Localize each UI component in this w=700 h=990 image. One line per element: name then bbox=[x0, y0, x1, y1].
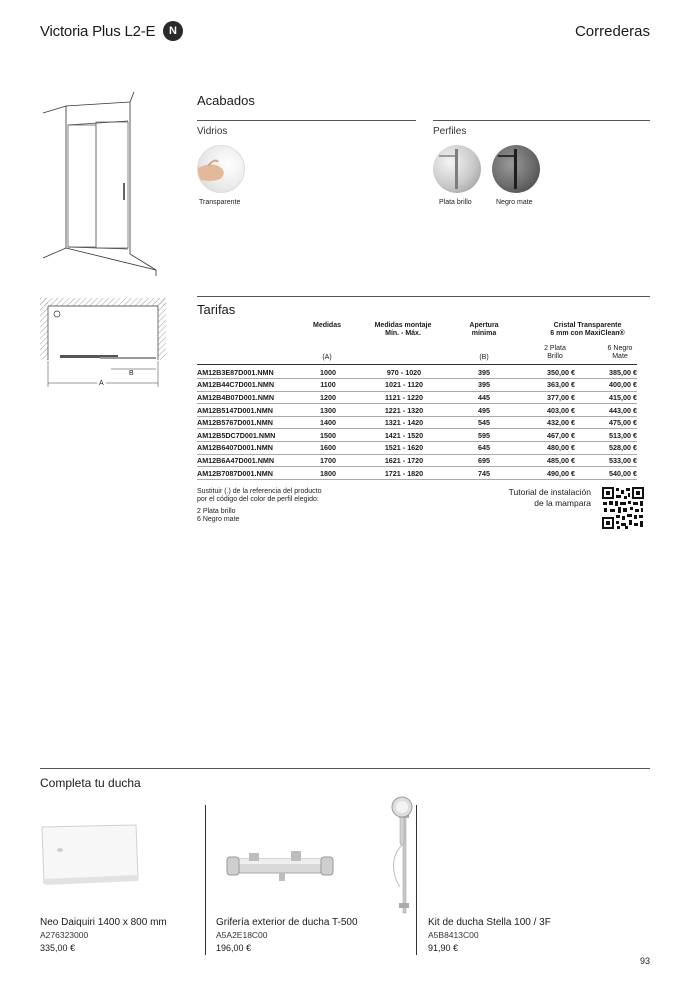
cell-ref: AM12B5DC7D001.NMN bbox=[197, 429, 297, 442]
cell-montaje: 1621 - 1720 bbox=[359, 454, 449, 467]
header-montaje: Medidas montaje bbox=[374, 322, 432, 329]
profile-plata-icon bbox=[433, 145, 481, 193]
cell-plata: 377,00 € bbox=[519, 391, 577, 404]
completa-title: Completa tu ducha bbox=[40, 776, 141, 790]
cell-ref: AM12B6407D001.NMN bbox=[197, 442, 297, 455]
table-row bbox=[197, 467, 637, 480]
cell-ref: AM12B44C7D001.NMN bbox=[197, 379, 297, 392]
header-plata-2: Brillo bbox=[547, 353, 563, 360]
cell-negro: 540,00 € bbox=[577, 467, 637, 480]
product-2-name: Grifería exterior de ducha T-500 bbox=[216, 917, 358, 928]
dimension-b-label: B bbox=[129, 370, 134, 377]
cell-medida: 1800 bbox=[297, 467, 359, 480]
header-negro-2: Mate bbox=[612, 353, 628, 360]
cell-apertura: 545 bbox=[449, 416, 519, 429]
tarifas-title: Tarifas bbox=[197, 302, 236, 317]
profile-negro-icon bbox=[492, 145, 540, 193]
header-apertura: Apertura bbox=[469, 322, 499, 329]
header-montaje-sub: Mín. - Máx. bbox=[385, 330, 421, 337]
cell-montaje: 1121 - 1220 bbox=[359, 391, 449, 404]
cell-ref: AM12B5147D001.NMN bbox=[197, 404, 297, 417]
product-1-price: 335,00 € bbox=[40, 943, 76, 953]
cell-apertura: 695 bbox=[449, 454, 519, 467]
tarifas-table bbox=[197, 366, 637, 480]
note-line-1: Sustituir (.) de la referencia del producto bbox=[197, 488, 322, 495]
note-option-1: 2 Plata brillo bbox=[197, 508, 236, 515]
acabados-rule-right bbox=[433, 120, 650, 121]
table-row bbox=[197, 391, 637, 404]
table-row bbox=[197, 416, 637, 429]
table-header-rule bbox=[197, 364, 637, 365]
product-3-code: A5B8413C00 bbox=[428, 930, 479, 940]
cell-montaje: 1521 - 1620 bbox=[359, 442, 449, 455]
table-row bbox=[197, 442, 637, 455]
cell-ref: AM12B6A47D001.NMN bbox=[197, 454, 297, 467]
transparente-swatch bbox=[197, 145, 245, 193]
cell-negro: 475,00 € bbox=[577, 416, 637, 429]
shower-door-illustration bbox=[38, 88, 168, 278]
cell-plata: 350,00 € bbox=[519, 366, 577, 379]
cell-montaje: 1221 - 1320 bbox=[359, 404, 449, 417]
cell-negro: 443,00 € bbox=[577, 404, 637, 417]
cell-plata: 490,00 € bbox=[519, 467, 577, 480]
cell-plata: 403,00 € bbox=[519, 404, 577, 417]
cell-negro: 533,00 € bbox=[577, 454, 637, 467]
negro-mate-swatch bbox=[492, 145, 540, 193]
tutorial-text bbox=[509, 487, 591, 509]
header-negro-1: 6 Negro bbox=[607, 345, 633, 352]
note-option-2: 6 Negro mate bbox=[197, 516, 240, 523]
completa-rule bbox=[40, 768, 650, 769]
product-3-name: Kit de ducha Stella 100 / 3F bbox=[428, 917, 551, 928]
cell-montaje: 970 - 1020 bbox=[359, 366, 449, 379]
cell-montaje: 1021 - 1120 bbox=[359, 379, 449, 392]
qr-code-icon[interactable] bbox=[602, 487, 644, 529]
cell-negro: 385,00 € bbox=[577, 366, 637, 379]
header-cristal-sub: 6 mm con MaxiClean® bbox=[550, 330, 625, 337]
perfiles-label: Perfiles bbox=[433, 126, 467, 137]
table-row bbox=[197, 429, 637, 442]
vidrios-label: Vidrios bbox=[197, 126, 228, 137]
cell-ref: AM12B7087D001.NMN bbox=[197, 467, 297, 480]
table-row bbox=[197, 404, 637, 417]
cell-apertura: 395 bbox=[449, 379, 519, 392]
swatch-label-vidrio: Transparente bbox=[199, 199, 241, 206]
new-badge: N bbox=[163, 21, 183, 41]
cell-apertura: 745 bbox=[449, 467, 519, 480]
cell-medida: 1300 bbox=[297, 404, 359, 417]
cell-negro: 528,00 € bbox=[577, 442, 637, 455]
cell-ref: AM12B4B07D001.NMN bbox=[197, 391, 297, 404]
cell-apertura: 645 bbox=[449, 442, 519, 455]
header-plata-1: 2 Plata bbox=[544, 345, 566, 352]
cell-medida: 1700 bbox=[297, 454, 359, 467]
cell-medida: 1000 bbox=[297, 366, 359, 379]
cell-medida: 1100 bbox=[297, 379, 359, 392]
table-row bbox=[197, 454, 637, 467]
cell-medida: 1200 bbox=[297, 391, 359, 404]
cell-medida: 1500 bbox=[297, 429, 359, 442]
cell-montaje: 1321 - 1420 bbox=[359, 416, 449, 429]
product-divider-1 bbox=[205, 805, 206, 955]
swatch-label-plata: Plata brillo bbox=[439, 199, 472, 206]
product-1-code: A276323000 bbox=[40, 930, 89, 940]
shower-tray-image bbox=[40, 823, 140, 885]
header-medidas: Medidas bbox=[312, 322, 341, 329]
cell-ref: AM12B5767D001.NMN bbox=[197, 416, 297, 429]
note-line-2: por el código del color de perfil elegido: bbox=[197, 496, 319, 503]
shower-kit-image bbox=[380, 795, 430, 915]
cell-ref: AM12B3E87D001.NMN bbox=[197, 366, 297, 379]
cell-medida: 1600 bbox=[297, 442, 359, 455]
category-title: Correderas bbox=[574, 23, 650, 40]
hand-glass-icon bbox=[198, 146, 245, 193]
cell-montaje: 1421 - 1520 bbox=[359, 429, 449, 442]
acabados-title: Acabados bbox=[197, 93, 255, 108]
product-2-price: 196,00 € bbox=[216, 943, 252, 953]
cell-apertura: 395 bbox=[449, 366, 519, 379]
cell-plata: 480,00 € bbox=[519, 442, 577, 455]
thermostatic-mixer-image bbox=[225, 845, 335, 885]
plata-brillo-swatch bbox=[433, 145, 481, 193]
cell-montaje: 1721 - 1820 bbox=[359, 467, 449, 480]
product-2-code: A5A2E18C00 bbox=[216, 930, 268, 940]
cell-apertura: 595 bbox=[449, 429, 519, 442]
table-row bbox=[197, 379, 637, 392]
product-1-name: Neo Daiquiri 1400 x 800 mm bbox=[40, 917, 167, 928]
cell-plata: 432,00 € bbox=[519, 416, 577, 429]
cell-negro: 415,00 € bbox=[577, 391, 637, 404]
cell-negro: 513,00 € bbox=[577, 429, 637, 442]
page-title: Victoria Plus L2-E bbox=[40, 23, 156, 40]
tutorial-line-1: Tutorial de instalación bbox=[508, 487, 591, 497]
table-row bbox=[197, 366, 637, 379]
swatch-label-negro: Negro mate bbox=[496, 199, 533, 206]
cell-plata: 467,00 € bbox=[519, 429, 577, 442]
product-3-price: 91,90 € bbox=[428, 943, 459, 953]
header-apertura-sub: mínima bbox=[471, 330, 497, 337]
tutorial-line-2: de la mampara bbox=[534, 498, 591, 508]
cell-plata: 363,00 € bbox=[519, 379, 577, 392]
cell-negro: 400,00 € bbox=[577, 379, 637, 392]
page-number: 93 bbox=[639, 956, 650, 966]
header-cristal: Cristal Transparente bbox=[553, 322, 622, 329]
dimension-a-label: A bbox=[99, 380, 104, 387]
tarifas-rule bbox=[197, 296, 650, 297]
acabados-rule-left bbox=[197, 120, 416, 121]
cell-apertura: 445 bbox=[449, 391, 519, 404]
cell-apertura: 495 bbox=[449, 404, 519, 417]
header-apertura-unit: (B) bbox=[479, 354, 489, 361]
header-medidas-unit: (A) bbox=[322, 354, 332, 361]
cell-plata: 485,00 € bbox=[519, 454, 577, 467]
tarifas-table-body bbox=[197, 366, 637, 479]
cell-medida: 1400 bbox=[297, 416, 359, 429]
